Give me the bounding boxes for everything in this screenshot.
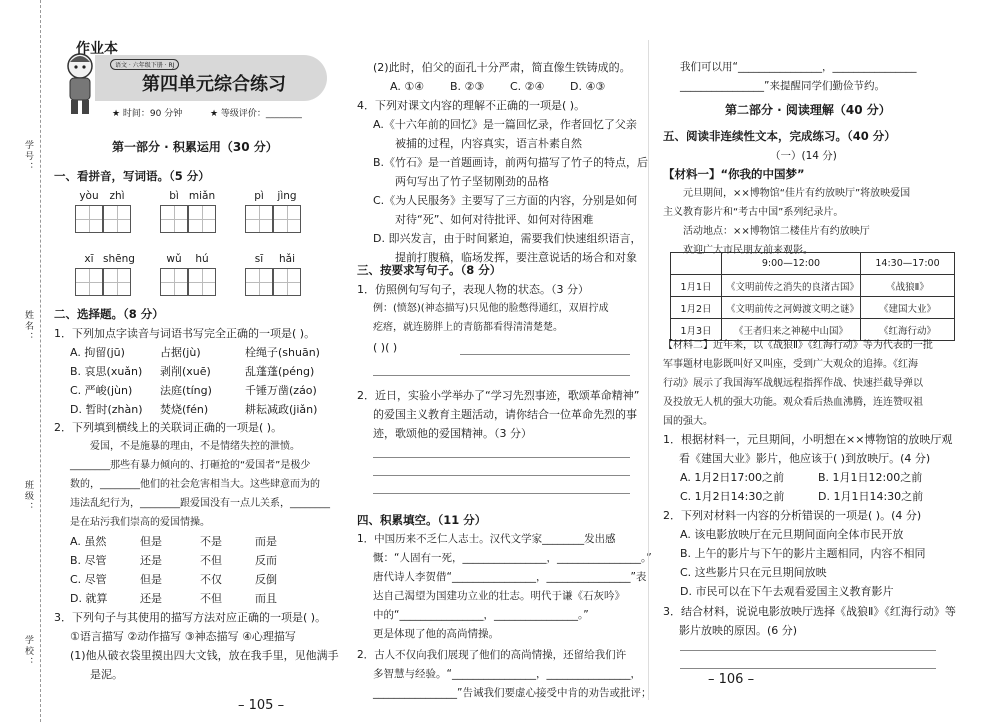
q2-heading: 二、选择题。（8 分） — [54, 307, 164, 321]
char-box[interactable] — [273, 205, 301, 233]
school-label: 学校： — [23, 635, 33, 668]
pinyin: zhì — [109, 190, 125, 202]
pinyin: shēng — [103, 253, 135, 265]
q3-1: 1．仿照例句写句子，表现人物的状态。（3 分） — [357, 283, 589, 296]
q2-3-sentence1-end: 是泥。 — [90, 668, 123, 681]
char-box[interactable] — [160, 268, 188, 296]
pinyin: jìng — [277, 190, 297, 202]
option-row[interactable]: A. 虽然 但是 不是 而是 — [70, 535, 277, 548]
schedule-table — [670, 252, 955, 341]
answer-line[interactable] — [680, 650, 936, 651]
char-box[interactable] — [103, 268, 131, 296]
char-box[interactable] — [245, 205, 273, 233]
q2-4: 4．下列对课文内容的理解不正确的一项是( )。 — [357, 99, 586, 112]
student-number-label: 学号： — [23, 140, 33, 173]
pinyin: xī — [84, 253, 94, 265]
char-box[interactable] — [273, 268, 301, 296]
material-1-text: 元旦期间，××博物馆“佳片有约放映厅”将放映爱国 主义教育影片和“考古中国”系列纪录片。 活动地点：××博物馆二楼佳片有约放映厅 欢迎广大市民朋友前来观影。 — [663, 188, 911, 256]
answer-line[interactable] — [373, 375, 630, 376]
q3-1-blank[interactable]: ( )( ) — [373, 341, 398, 354]
char-box[interactable] — [188, 268, 216, 296]
q2-4-options: A.《十六年前的回忆》是一篇回忆录，作者回忆了父亲 被捕的过程，内容真实，语言朴素自然 B.《竹石》是一首题画诗，前两句描写了竹子的特点，后 两句写出了竹子坚韧刚劲的品格 C.《为人民服务》主要写了三方面的内容，分别是如何 对待“死”、如何对待批评、如何对待困难 D. 即兴发言，由于时间紧迫，需要我们快速组织语言， 提前打腹稿，临场发挥，要注意说话的场合和对象 — [373, 118, 649, 264]
char-box[interactable] — [103, 205, 131, 233]
char-box[interactable] — [75, 268, 103, 296]
answer-line[interactable] — [373, 457, 630, 458]
q3-heading: 三、按要求写句子。（8 分） — [357, 263, 502, 277]
answer-line[interactable] — [373, 493, 630, 494]
page-number-right: – 106 – — [708, 672, 755, 687]
badge-text: 作业本 — [76, 41, 118, 57]
pinyin: yòu — [79, 190, 99, 202]
option-row[interactable]: A. 拘留(jū) 占据(jù) 栓绳子(shuān) — [70, 346, 320, 359]
option-row[interactable]: B. 哀思(xuǎn) 剥削(xuē) 乱蓬蓬(péng) — [70, 365, 315, 378]
part1-heading: 第一部分 · 积累运用（30 分） — [112, 140, 278, 154]
r-q1: 1．根据材料一，元旦期间，小明想在××博物馆的放映厅观 看《建国大业》影片，他应该于( )到放映厅。(4 分) — [663, 433, 953, 465]
rating-label: ★ 等级评价：________ — [210, 109, 302, 119]
binding-line — [40, 0, 41, 722]
q2-1: 1．下列加点字读音与词语书写完全正确的一项是( )。 — [54, 327, 316, 340]
q2-3-methods: ①语言描写 ②动作描写 ③神态描写 ④心理描写 — [70, 630, 296, 643]
q2-2-options — [70, 532, 277, 608]
q4-heading: 四、积累填空。（11 分） — [357, 513, 487, 527]
q1-heading: 一、看拼音，写词语。（5 分） — [54, 169, 210, 183]
char-box[interactable] — [245, 268, 273, 296]
right-top-fill[interactable]: 我们可以用“________________，________________ ________________”来提醒同学们勤俭节约。 — [680, 61, 917, 92]
pinyin: wǔ — [166, 253, 182, 265]
pinyin: miǎn — [188, 190, 216, 202]
pinyin: sī — [254, 253, 264, 265]
page-title: 第四单元综合练习 — [142, 74, 286, 95]
table-row: 1月2日 《文明前传之河姆渡文明之谜》 《建国大业》 — [671, 297, 955, 319]
option-row[interactable]: C. 尽管 但是 不仅 反倒 — [70, 573, 277, 586]
material-1-title: 【材料一】“你我的中国梦” — [663, 167, 805, 181]
sub-section-1: （一）(14 分) — [770, 150, 837, 162]
answer-line[interactable] — [680, 668, 936, 669]
option-row[interactable]: A. 1月2日17:00之前 B. 1月1日12:00之前 — [680, 471, 923, 484]
q2-3: 3．下列句子与其使用的描写方法对应正确的一项是( )。 — [54, 611, 327, 624]
material-2-text: 【材料二】近年来，以《战狼Ⅱ》《红海行动》等为代表的一批 军事题材电影既叫好又叫座，受到广大观众的追捧。《红海 行动》展示了我国海军战舰远程指挥作战、快速拦截导弹以 及投放无人机的强大功能。观众看后热血沸腾，连连赞叹祖 国的强大。 — [663, 340, 933, 427]
answer-line[interactable] — [373, 475, 630, 476]
q2-2-passage: 爱国，不是施暴的理由，不是情绪失控的泄愤。 ________那些有暴力倾向的、打砸抢的“爱国者”是极少 数的，________他们的社会危害相当大。这些肆意而为的 违法乱纪行为，________跟爱国没有一点儿关系，________ 是在玷污我们崇高的爱国情操。 — [70, 441, 330, 528]
time-label: ★ 时间：90 分钟 — [112, 109, 183, 119]
name-label: 姓名： — [23, 310, 33, 343]
part2-heading: 第二部分 · 阅读理解（40 分） — [725, 103, 891, 117]
page-number-left: – 105 – — [238, 698, 285, 713]
char-box[interactable] — [160, 205, 188, 233]
pinyin: hǎi — [278, 253, 295, 265]
pinyin: hú — [195, 253, 209, 265]
r-q2: 2．下列对材料一内容的分析错误的一项是( )。(4 分) — [663, 509, 922, 522]
pinyin: pì — [254, 190, 264, 202]
q2-3-sentence2: (2)此时，伯父的面孔十分严肃，简直像生铁铸成的。 — [373, 61, 631, 74]
r-q1-options — [680, 468, 923, 506]
q4-2: 2．古人不仅向我们展现了他们的高尚情操，还留给我们许 多智慧与经验。“________________，________________， ________________”告诫我们要虚心接受中肯的劝告或批评； — [357, 649, 652, 699]
option-row[interactable]: C. 严峻(jùn) 法庭(tíng) 千锤万凿(záo) — [70, 384, 317, 397]
char-box[interactable] — [188, 205, 216, 233]
page-divider — [648, 40, 649, 700]
class-label: 班级： — [23, 480, 33, 513]
char-box[interactable] — [75, 205, 103, 233]
q2-2: 2．下列填到横线上的关联词正确的一项是( )。 — [54, 421, 283, 434]
table-header-row: 9:00—12:00 14:30—17:00 — [671, 253, 955, 275]
option-row[interactable]: D. 就算 还是 不但 而且 — [70, 592, 277, 605]
q2-3-sentence1: (1)他从破衣袋里摸出四大文钱，放在我手里，见他满手 — [70, 649, 339, 662]
table-row: 1月1日 《文明前传之消失的良渚古国》 《战狼Ⅱ》 — [671, 275, 955, 297]
r-q3: 3．结合材料，说说电影放映厅选择《战狼Ⅱ》《红海行动》等 影片放映的原因。(6 分) — [663, 605, 956, 637]
q3-2: 2．近日，实验小学举办了“学习先烈事迹，歌颂革命精神” 的爱国主义教育主题活动，请你结合一位革命先烈的事 迹，歌颂他的爱国精神。（3 分） — [357, 389, 640, 440]
q3-1-example: 例：(愤怒)(神态描写)只见他的脸憋得通红，双眉拧成 疙瘩，就连膀胖上的青筋都看得清清楚楚。 — [373, 303, 609, 333]
option-row[interactable]: D. 暂时(zhàn) 焚烧(fén) 耕耘减政(jiǎn) — [70, 403, 318, 416]
q4-1: 1．中国历来不乏仁人志士。汉代文学家________发出感 慨：“人固有一死，________________，________________。” 唐代诗人李贺借“________________，________________”表 达自己渴望为国建功立业的壮志。明代于谦《石灰吟》 中的“________________，________________。” 更是体现了他的高尚情操。 — [357, 533, 652, 640]
q2-1-options — [70, 343, 340, 419]
option-row[interactable]: C. 1月2日14:30之前 D. 1月1日14:30之前 — [680, 490, 924, 503]
r-q2-options: A. 该电影放映厅在元旦期间面向全体市民开放 B. 上午的影片与下午的影片主题相同，内容不相同 C. 这些影片只在元旦期间放映 D. 市民可以在下午去观看爱国主义教育影片 — [680, 528, 926, 598]
subject-pill: 语文 · 六年级下册 · RJ — [110, 57, 179, 70]
pinyin: bì — [169, 190, 179, 202]
option-row[interactable]: B. 尽管 还是 不但 反而 — [70, 554, 277, 567]
table-row: 1月3日 《王者归来之神秘中山国》 《红海行动》 — [671, 319, 955, 341]
q2-3-options[interactable]: A. ①④ B. ②③ C. ②④ D. ④③ — [390, 80, 606, 93]
q5-heading: 五、阅读非连续性文本，完成练习。（40 分） — [663, 129, 896, 143]
mascot-icon — [58, 50, 102, 120]
answer-line[interactable] — [460, 354, 630, 355]
